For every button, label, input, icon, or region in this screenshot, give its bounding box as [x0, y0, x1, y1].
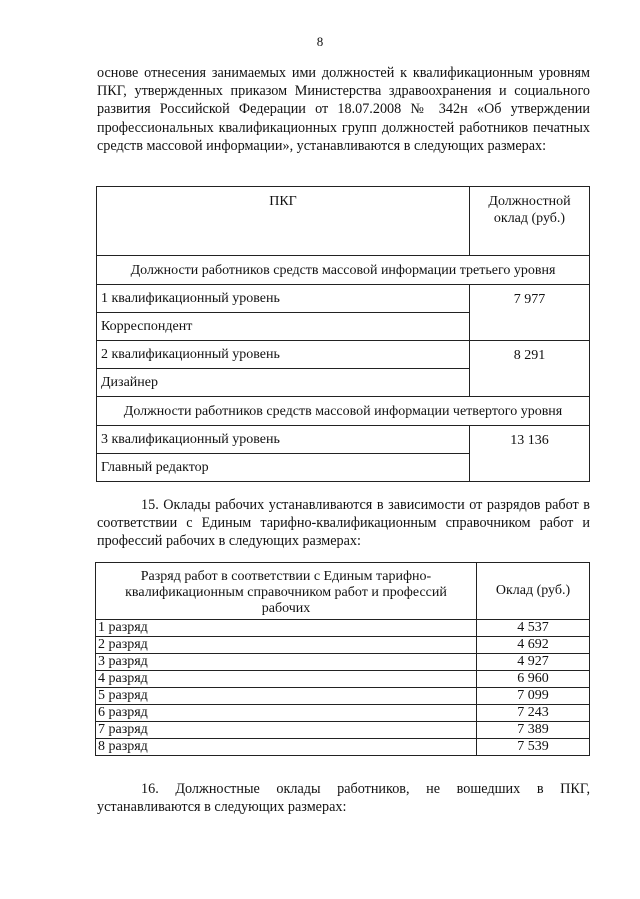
salary-amount: 7 389 [477, 722, 590, 739]
paragraph-15: 15. Оклады рабочих устанавливаются в зависимости от разрядов работ в соответствии с Единым тарифно-квалификационным справочником работ и профессий рабочих в следующих размерах: [97, 497, 590, 550]
position-title: Дизайнер [97, 369, 470, 397]
table-row [96, 722, 590, 739]
table-header-row [97, 187, 590, 256]
grade-cell: 8 разряд [96, 739, 477, 756]
pkg-salary-table [96, 186, 590, 482]
section-title: Должности работников средств массовой информации третьего уровня [97, 256, 590, 285]
table-row [97, 426, 590, 454]
column-header-salary: Оклад (руб.) [477, 563, 590, 620]
page-number: 8 [316, 34, 324, 49]
qualification-level: 2 квалификационный уровень [97, 341, 470, 369]
salary-amount: 7 539 [477, 739, 590, 756]
position-title: Главный редактор [97, 454, 470, 482]
table-row [96, 671, 590, 688]
grade-cell: 5 разряд [96, 688, 477, 705]
salary-amount: 7 243 [477, 705, 590, 722]
salary-amount: 6 960 [477, 671, 590, 688]
table-row [96, 688, 590, 705]
table-row [96, 739, 590, 756]
qualification-level: 1 квалификационный уровень [97, 285, 470, 313]
section-title: Должности работников средств массовой информации четвертого уровня [97, 397, 590, 426]
table-header-row [96, 563, 590, 620]
grade-cell: 7 разряд [96, 722, 477, 739]
section-row [97, 397, 590, 426]
salary-amount: 8 291 [470, 341, 590, 397]
table-row [96, 705, 590, 722]
section-row [97, 256, 590, 285]
salary-amount: 4 927 [477, 654, 590, 671]
grade-cell: 3 разряд [96, 654, 477, 671]
salary-amount: 13 136 [470, 426, 590, 482]
position-title: Корреспондент [97, 313, 470, 341]
column-header-pkg: ПКГ [97, 187, 470, 256]
salary-amount: 7 977 [470, 285, 590, 341]
column-header-salary: Должностной оклад (руб.) [470, 187, 590, 256]
grade-cell: 1 разряд [96, 620, 477, 637]
table-row [96, 620, 590, 637]
salary-amount: 4 537 [477, 620, 590, 637]
table-row [96, 654, 590, 671]
qualification-level: 3 квалификационный уровень [97, 426, 470, 454]
grade-cell: 4 разряд [96, 671, 477, 688]
intro-paragraph: основе отнесения занимаемых ими должностей к квалификационным уровням ПКГ, утвержденных приказом Министерства здравоохранения и социального развития Российской Федерации от 18.07.2008 № 342н «Об утверждении профессиональных квалификационных групп должностей работников печатных средств массовой информации», устанавливаются в следующих размерах: [97, 65, 590, 154]
table-row [96, 637, 590, 654]
salary-amount: 4 692 [477, 637, 590, 654]
worker-grades-table [95, 562, 590, 756]
salary-amount: 7 099 [477, 688, 590, 705]
table-row [97, 341, 590, 369]
paragraph-16: 16. Должностные оклады работников, не вошедших в ПКГ, устанавливаются в следующих размерах: [97, 781, 590, 816]
grade-cell: 2 разряд [96, 637, 477, 654]
table-row [97, 285, 590, 313]
column-header-grade: Разряд работ в соответствии с Единым тарифно-квалификационным справочником работ и профессий рабочих [96, 563, 477, 620]
grade-cell: 6 разряд [96, 705, 477, 722]
